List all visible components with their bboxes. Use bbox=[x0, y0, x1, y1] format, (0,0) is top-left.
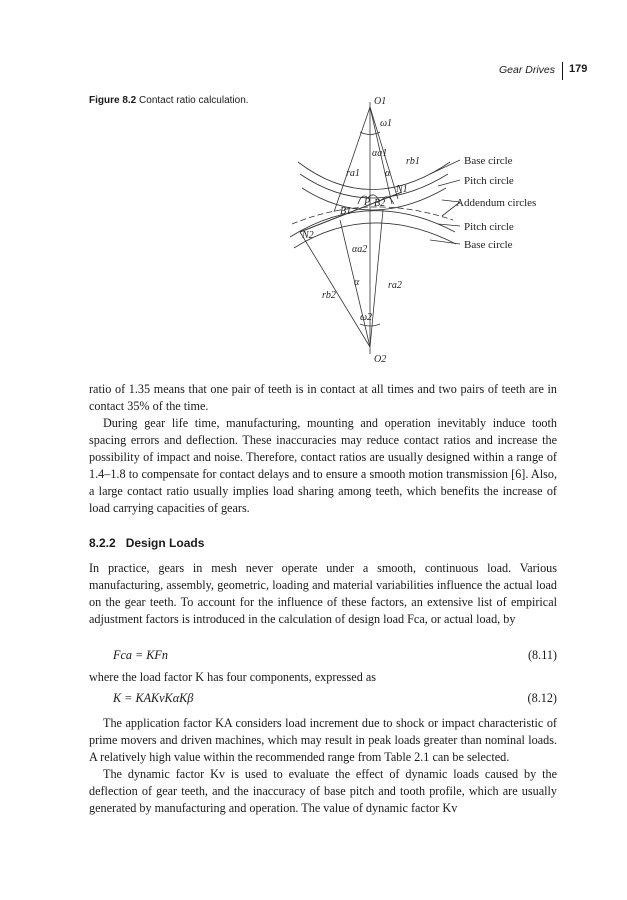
label-alpha-a2: αa2 bbox=[352, 244, 368, 255]
body-text-upper bbox=[89, 381, 557, 517]
equation-8-12-formula: K = KAKvKαKβ bbox=[113, 691, 194, 705]
radius-ra2 bbox=[370, 210, 383, 347]
figure-caption-label: Figure 8.2 bbox=[89, 95, 137, 106]
section-number: 8.2.2 bbox=[89, 536, 116, 550]
label-rb2: rb2 bbox=[322, 290, 336, 301]
label-omega1: ω1 bbox=[380, 118, 393, 129]
label-B1: B1 bbox=[340, 206, 352, 217]
equation-8-12 bbox=[89, 691, 557, 708]
label-B2: B2 bbox=[374, 198, 386, 209]
label-omega2: ω2 bbox=[360, 312, 373, 323]
label-alpha-bottom: α bbox=[354, 277, 360, 288]
running-header bbox=[0, 62, 627, 80]
legend-addendum-circles: Addendum circles bbox=[456, 197, 537, 209]
section-title: Design Loads bbox=[125, 536, 205, 550]
body-text-load-factor bbox=[89, 669, 557, 686]
paragraph-2: During gear life time, manufacturing, mounting and operation inevitably induce tooth spacing errors and deflection. These inaccuracies may reduce contact ratios and increase the possibility of impact and noise. Therefore, contact ratios are usually designed within a range of 1.4–1.8 to compensate for contact delays and to ensure a smooth motion transmission [6]. Also, a large contact ratio usually implies load sharing among teeth, which benefits the increase of load carrying capacities of gears. bbox=[89, 416, 557, 515]
label-O1: O1 bbox=[374, 96, 387, 107]
label-N2: N2 bbox=[302, 230, 314, 241]
equation-8-12-number: (8.12) bbox=[527, 691, 557, 705]
gear-mesh-diagram bbox=[270, 92, 590, 367]
figure-caption bbox=[89, 95, 249, 106]
label-alpha-top: α bbox=[385, 168, 391, 179]
running-title: Gear Drives bbox=[498, 64, 555, 76]
paragraph-6: The dynamic factor Kv is used to evaluate the effect of dynamic loads caused by the deflection of gear teeth, and the inaccuracy of base pitch and tooth profile, which are usually generated by manufacturing and operation. The value of dynamic factor Kv bbox=[89, 767, 557, 815]
legend-pitch-circle-upper: Pitch circle bbox=[464, 175, 514, 187]
section-heading bbox=[89, 536, 214, 550]
label-ra1: ra1 bbox=[346, 168, 360, 179]
body-text-design-loads bbox=[89, 560, 557, 628]
paragraph-1: ratio of 1.35 means that one pair of teeth is in contact at all times and two pairs of teeth are in contact 35% of the time. bbox=[89, 382, 557, 413]
header-divider bbox=[562, 62, 563, 80]
label-alpha-a1: αa1 bbox=[372, 148, 388, 159]
paragraph-3: In practice, gears in mesh never operate under a smooth, continuous load. Various manufacturing, assembly, geometric, loading and material variabilities influence the actual load on the gear teeth. To account for the influence of these factors, an extensive list of empirical adjustment factors is introduced in the calculation of design load Fca, or actual load, by bbox=[89, 561, 557, 626]
legend-base-circle-lower: Base circle bbox=[464, 239, 513, 251]
body-text-factors bbox=[89, 715, 557, 817]
figure-caption-text: Contact ratio calculation. bbox=[139, 95, 249, 106]
paragraph-5: The application factor KA considers load increment due to shock or impact characteristic of prime movers and driven machines, which may result in peak loads greater than nominal loads. A relatively high value within the recommended range from Table 2.1 can be selected. bbox=[89, 716, 557, 764]
label-rb1: rb1 bbox=[406, 156, 420, 167]
legend-pitch-circle-lower: Pitch circle bbox=[464, 221, 514, 233]
equation-8-11-formula: Fca = KFn bbox=[113, 648, 168, 662]
lower-base-circle bbox=[294, 223, 456, 248]
paragraph-4: where the load factor K has four components, expressed as bbox=[89, 670, 376, 684]
contact-ratio-figure bbox=[270, 92, 590, 367]
page-number: 179 bbox=[569, 63, 588, 75]
equation-8-11 bbox=[89, 648, 557, 665]
lower-pitch-circle bbox=[292, 207, 453, 224]
equation-8-11-number: (8.11) bbox=[528, 648, 557, 662]
leader-base-upper bbox=[430, 160, 460, 174]
legend-base-circle-upper: Base circle bbox=[464, 155, 513, 167]
leader-pitch-upper bbox=[438, 180, 460, 186]
leader-base-lower bbox=[430, 240, 460, 244]
label-O2: O2 bbox=[374, 354, 387, 365]
label-ra2: ra2 bbox=[388, 280, 402, 291]
label-N1: N1 bbox=[396, 184, 408, 195]
label-P: P bbox=[364, 197, 371, 208]
